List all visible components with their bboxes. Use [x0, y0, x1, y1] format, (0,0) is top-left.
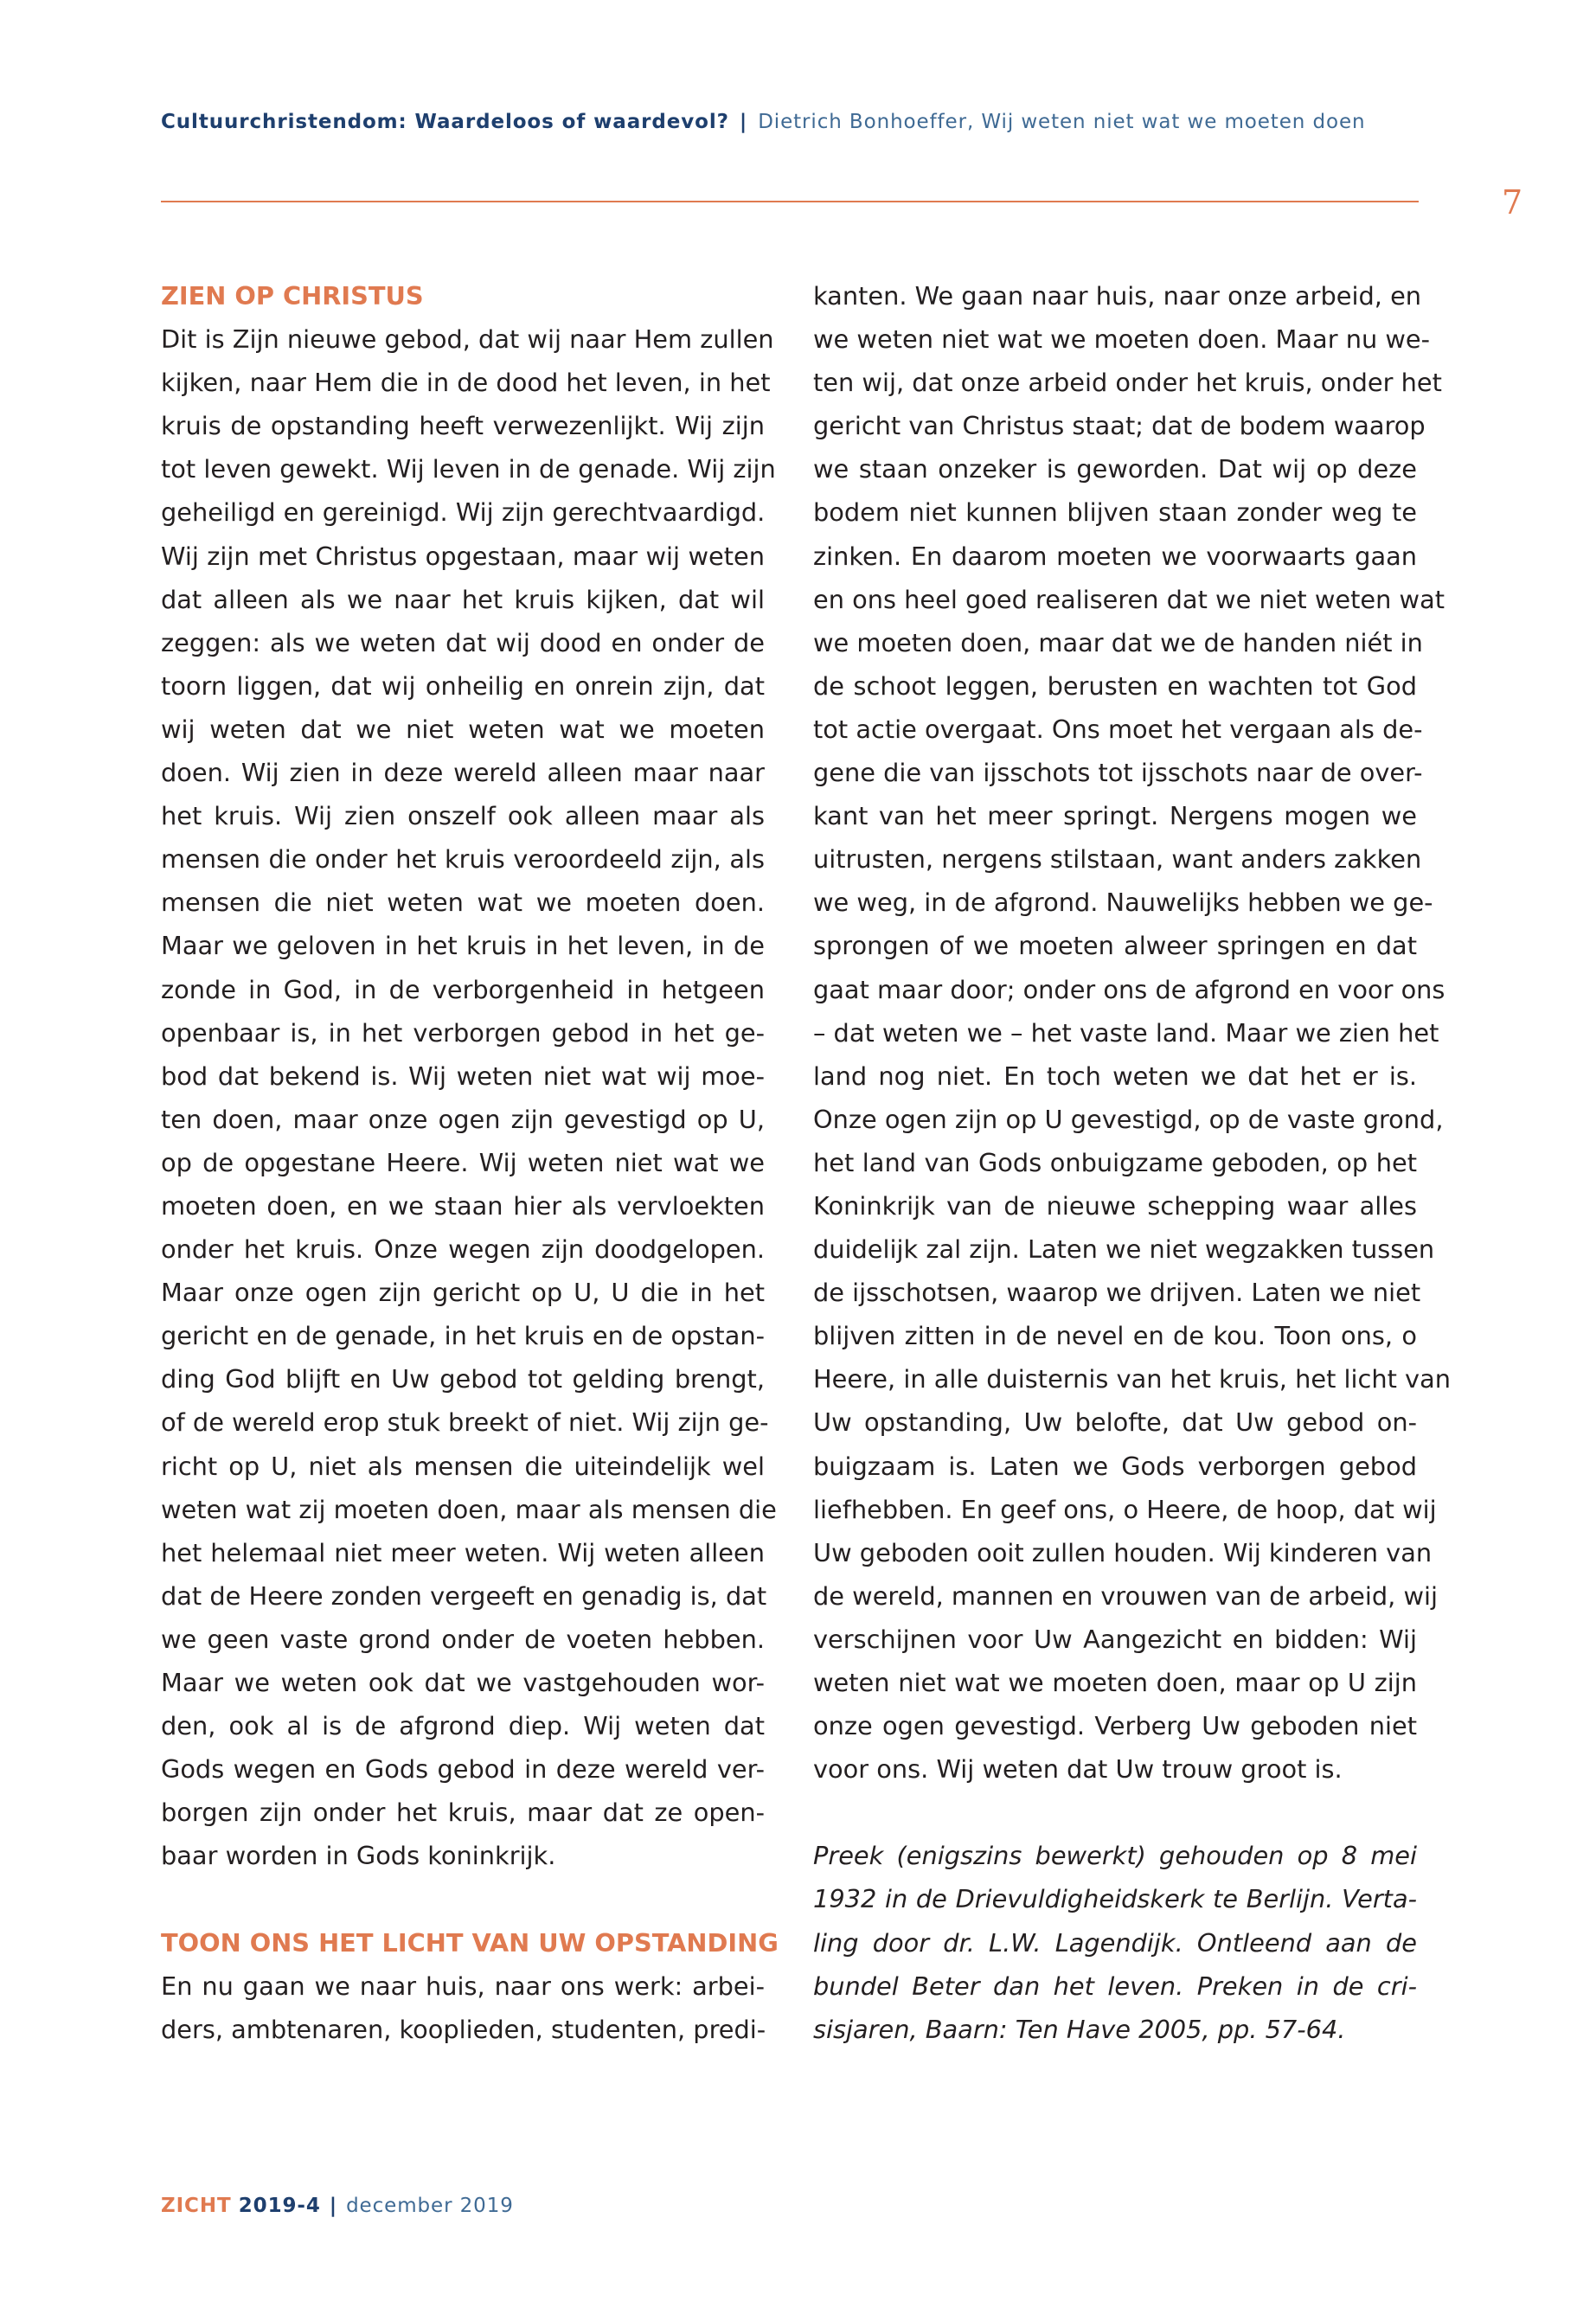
right-column: [813, 274, 1451, 2051]
page-number: 7: [1502, 183, 1523, 221]
text-line: we moeten doen, maar dat we de handen niét in: [813, 627, 1423, 657]
text-line: duidelijk zal zijn. Laten we niet wegzakken tussen: [813, 1234, 1435, 1265]
text-line: Uw geboden ooit zullen houden. Wij kinderen van: [813, 1537, 1433, 1567]
text-line: Maar we geloven in het kruis in het leven, in de: [161, 931, 765, 961]
text-line: gericht van Christus staat; dat de bodem waarop: [813, 411, 1426, 441]
paragraph: [813, 274, 1451, 1791]
magazine-name: ZICHT: [161, 2195, 232, 2217]
text-line: zeggen: als we weten dat wij dood en onder de: [161, 627, 765, 657]
text-line: we weten niet wat we moeten doen. Maar nu we-: [813, 324, 1431, 355]
text-line: blijven zitten in de nevel en de kou. Toon ons, o: [813, 1321, 1417, 1351]
section-heading: ZIEN OP CHRISTUS: [161, 281, 424, 311]
text-line: dat alleen als we naar het kruis kijken, dat wil: [161, 584, 765, 614]
source-note: [813, 1834, 1417, 2050]
text-line: tot leven gewekt. Wij leven in de genade. Wij zijn: [161, 454, 776, 484]
paragraph: [161, 317, 777, 1877]
text-line: liefhebben. En geef ons, o Heere, de hoop, dat wij: [813, 1494, 1437, 1524]
running-header: [161, 111, 1365, 133]
left-column: [161, 274, 779, 2051]
footer-separator: |: [329, 2195, 338, 2217]
text-line: bod dat bekend is. Wij weten niet wat wij moe-: [161, 1061, 765, 1091]
text-line: wij weten dat we niet weten wat we moeten: [161, 714, 765, 744]
header-rule: [161, 201, 1419, 202]
text-line: den, ook al is de afgrond diep. Wij weten dat: [161, 1711, 765, 1741]
text-line: het helemaal niet meer weten. Wij weten alleen: [161, 1537, 765, 1567]
text-line: kanten. We gaan naar huis, naar onze arbeid, en: [813, 281, 1422, 311]
text-line: kant van het meer springt. Nergens mogen we: [813, 801, 1417, 831]
text-line: mensen die niet weten wat we moeten doen.: [161, 888, 765, 918]
text-line: buigzaam is. Laten we Gods verborgen gebod: [813, 1451, 1417, 1481]
text-line: Heere, in alle duisternis van het kruis, het licht van: [813, 1364, 1451, 1394]
issue-date: december 2019: [346, 2195, 514, 2217]
text-line: we staan onzeker is geworden. Dat wij op deze: [813, 454, 1417, 484]
text-line: gericht en de genade, in het kruis en de opstan-: [161, 1321, 765, 1351]
text-line: openbaar is, in het verborgen gebod in het ge-: [161, 1017, 765, 1048]
text-line: baar worden in Gods koninkrijk.: [161, 1841, 556, 1871]
text-line: gaat maar door; onder ons de afgrond en voor ons: [813, 974, 1445, 1004]
text-line: uitrusten, nergens stilstaan, want anders zakken: [813, 844, 1422, 875]
text-line: de schoot leggen, berusten en wachten tot God: [813, 670, 1417, 701]
text-line: Gods wegen en Gods gebod in deze wereld ver-: [161, 1754, 765, 1785]
text-line: Onze ogen zijn op U gevestigd, op de vaste grond,: [813, 1104, 1444, 1134]
paragraph-gap: [161, 1877, 765, 1920]
text-line: onze ogen gevestigd. Verberg Uw geboden niet: [813, 1711, 1417, 1741]
text-line: we weg, in de afgrond. Nauwelijks hebben we ge-: [813, 888, 1433, 918]
text-line: doen. Wij zien in deze wereld alleen maar naar: [161, 758, 765, 788]
text-line: zonde in God, in de verborgenheid in hetgeen: [161, 974, 765, 1004]
text-line: Maar onze ogen zijn gericht op U, U die in het: [161, 1278, 765, 1308]
text-line: kijken, naar Hem die in de dood het leven, in het: [161, 368, 771, 398]
text-line: Uw opstanding, Uw belofte, dat Uw gebod on-: [813, 1407, 1417, 1438]
text-line: het land van Gods onbuigzame geboden, op het: [813, 1147, 1417, 1177]
text-line: of de wereld erop stuk breekt of niet. Wij zijn ge-: [161, 1407, 769, 1438]
text-line: 1932 in de Drievuldigheidskerk te Berlijn. Verta-: [813, 1884, 1417, 1914]
text-line: de ijsschotsen, waarop we drijven. Laten we niet: [813, 1278, 1421, 1308]
text-line: en ons heel goed realiseren dat we niet weten wat: [813, 584, 1445, 614]
text-line: sprongen of we moeten alweer springen en dat: [813, 931, 1417, 961]
text-line: op de opgestane Heere. Wij weten niet wat we: [161, 1147, 765, 1177]
running-footer: [161, 2195, 514, 2217]
text-line: Dit is Zijn nieuwe gebod, dat wij naar Hem zullen: [161, 324, 774, 355]
text-line: voor ons. Wij weten dat Uw trouw groot is.: [813, 1754, 1343, 1785]
text-line: Maar we weten ook dat we vastgehouden wor-: [161, 1668, 765, 1697]
text-line: bodem niet kunnen blijven staan zonder weg te: [813, 497, 1417, 528]
paragraph-gap: [813, 1791, 1417, 1834]
text-line: weten wat zij moeten doen, maar als mensen die: [161, 1494, 777, 1524]
text-line: Koninkrijk van de nieuwe schepping waar alles: [813, 1190, 1417, 1221]
text-line: ling door dr. L.W. Lagendijk. Ontleend aan de: [813, 1927, 1417, 1958]
text-line: borgen zijn onder het kruis, maar dat ze open-: [161, 1798, 765, 1828]
text-line: toorn liggen, dat wij onheilig en onrein zijn, dat: [161, 670, 765, 701]
text-line: ten doen, maar onze ogen zijn gevestigd op U,: [161, 1104, 765, 1134]
text-line: we geen vaste grond onder de voeten hebben.: [161, 1624, 765, 1654]
article-title: Dietrich Bonhoeffer, Wij weten niet wat we moeten doen: [758, 111, 1366, 133]
text-line: ders, ambtenaren, kooplieden, studenten, predi-: [161, 2014, 766, 2044]
text-line: land nog niet. En toch weten we dat het er is.: [813, 1061, 1417, 1091]
text-line: kruis de opstanding heeft verwezenlijkt. Wij zijn: [161, 411, 765, 441]
text-line: – dat weten we – het vaste land. Maar we zien het: [813, 1017, 1439, 1048]
text-line: sisjaren, Baarn: Ten Have 2005, pp. 57-64.: [813, 2014, 1346, 2044]
text-line: ten wij, dat onze arbeid onder het kruis, onder het: [813, 368, 1442, 398]
text-line: richt op U, niet als mensen die uiteindelijk wel: [161, 1451, 765, 1481]
text-line: moeten doen, en we staan hier als vervloekten: [161, 1190, 765, 1221]
paragraph: [161, 1965, 765, 2051]
text-line: mensen die onder het kruis veroordeeld zijn, als: [161, 844, 765, 875]
text-line: gene die van ijsschots tot ijsschots naar de over-: [813, 758, 1423, 788]
text-line: weten niet wat we moeten doen, maar op U zijn: [813, 1668, 1417, 1697]
text-line: Preek (enigszins bewerkt) gehouden op 8 mei: [813, 1841, 1417, 1871]
header-separator: |: [739, 111, 748, 133]
text-line: Wij zijn met Christus opgestaan, maar wij weten: [161, 541, 765, 571]
series-title: Cultuurchristendom: Waardeloos of waardevol?: [161, 111, 729, 133]
text-line: onder het kruis. Onze wegen zijn doodgelopen.: [161, 1234, 765, 1265]
text-line: verschijnen voor Uw Aangezicht en bidden: Wij: [813, 1624, 1417, 1654]
text-line: dat de Heere zonden vergeeft en genadig is, dat: [161, 1580, 767, 1611]
text-line: tot actie overgaat. Ons moet het vergaan als de-: [813, 714, 1423, 744]
text-line: geheiligd en gereinigd. Wij zijn gerechtvaardigd.: [161, 497, 766, 528]
text-line: de wereld, mannen en vrouwen van de arbeid, wij: [813, 1580, 1439, 1611]
text-line: En nu gaan we naar huis, naar ons werk: arbei-: [161, 1971, 765, 2001]
issue-number: 2019-4: [238, 2195, 321, 2217]
text-line: ding God blijft en Uw gebod tot gelding brengt,: [161, 1364, 765, 1394]
section-heading: TOON ONS HET LICHT VAN UW OPSTANDING: [161, 1927, 779, 1958]
text-line: het kruis. Wij zien onszelf ook alleen maar als: [161, 801, 765, 831]
text-line: zinken. En daarom moeten we voorwaarts gaan: [813, 541, 1417, 571]
text-line: bundel Beter dan het leven. Preken in de cri-: [813, 1971, 1417, 2001]
